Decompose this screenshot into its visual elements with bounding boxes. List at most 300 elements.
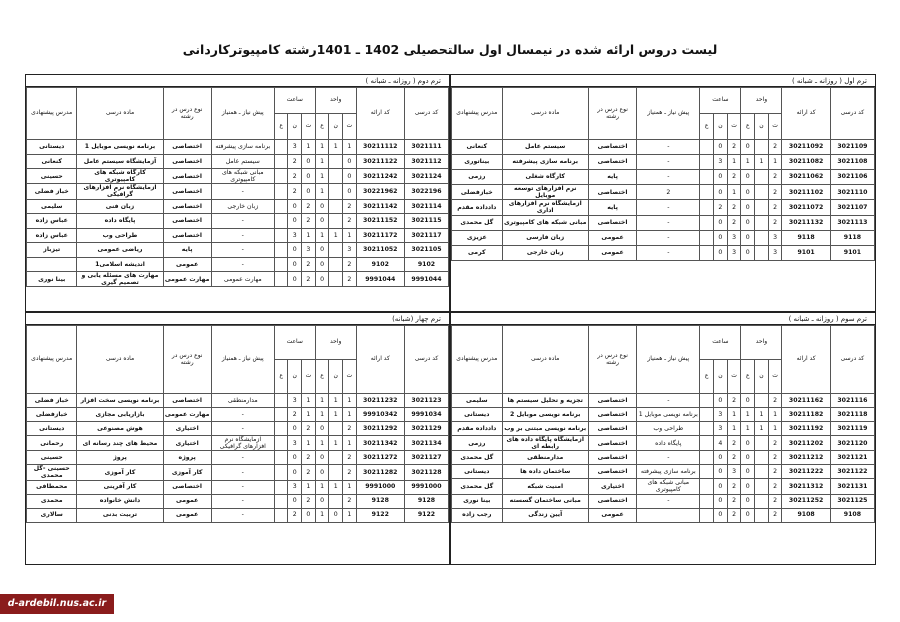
- table-cell: [274, 272, 288, 287]
- table-cell: [755, 494, 769, 508]
- table-cell: بینا نوری: [27, 272, 77, 287]
- table-cell: 3021125: [830, 494, 874, 508]
- table-cell: 1: [315, 480, 329, 494]
- table-cell: 1: [315, 408, 329, 422]
- table-row: [452, 170, 875, 185]
- table-cell: 30211242: [356, 169, 404, 184]
- table-cell: 2: [768, 140, 782, 155]
- table-cell: [274, 436, 288, 451]
- table-cell: 30211142: [356, 199, 404, 214]
- table-cell: 2: [727, 436, 741, 451]
- table-cell: 2: [302, 494, 316, 508]
- table-cell: [700, 185, 714, 200]
- table-cell: [274, 465, 288, 480]
- table-cell: 0: [741, 230, 755, 245]
- table-cell: 0: [741, 245, 755, 260]
- table-cell: 0: [288, 494, 302, 508]
- table-cell: عمومی: [163, 494, 211, 508]
- header-sub: ع: [700, 360, 714, 394]
- table-cell: طراحی وب: [637, 422, 700, 436]
- table-cell: 1: [329, 408, 343, 422]
- table-cell: 0: [714, 215, 728, 230]
- table-cell: -: [211, 214, 274, 229]
- table-cell: [329, 214, 343, 229]
- table-cell: 1: [315, 508, 329, 522]
- header-offer: کد ارائه: [356, 88, 404, 140]
- header-prereq: پیش نیاز ـ همنیاز: [211, 326, 274, 394]
- header-type: نوع درس در رشته: [163, 88, 211, 140]
- table-cell: -: [637, 230, 700, 245]
- table-cell: دادداده مقدم: [452, 200, 503, 215]
- header-course: ماده درسی: [502, 326, 588, 394]
- table-cell: مدارمنطقی: [211, 394, 274, 408]
- table-cell: 0: [329, 508, 343, 522]
- table-cell: 30211202: [782, 436, 830, 451]
- header-prereq: پیش نیاز ـ همنیاز: [637, 326, 700, 394]
- table-cell: 30211162: [782, 394, 830, 408]
- table-cell: [755, 245, 769, 260]
- table-cell: 30211112: [356, 140, 404, 155]
- table-cell: [274, 169, 288, 184]
- table-cell: کار آفرینی: [77, 480, 163, 494]
- header-code: کد درسی: [830, 326, 874, 394]
- table-row: [27, 243, 449, 258]
- table-cell: مهارت های مسئله یابی و تصمیم گیری: [77, 272, 163, 287]
- table-cell: 3: [714, 408, 728, 422]
- table-row: [452, 185, 875, 200]
- table-cell: 3021105: [404, 243, 448, 258]
- table-cell: 9991044: [356, 272, 404, 287]
- table-cell: 2: [302, 272, 316, 287]
- header-offer: کد ارائه: [356, 326, 404, 394]
- table-cell: 1: [315, 154, 329, 169]
- table-cell: دادداده مقدم: [452, 422, 503, 436]
- table-cell: اختصاصی: [588, 451, 636, 465]
- table-cell: 1: [302, 394, 316, 408]
- table-cell: محمطافی: [27, 480, 77, 494]
- table-cell: 2: [288, 508, 302, 522]
- table-cell: 30211282: [356, 465, 404, 480]
- table-row: [452, 465, 875, 479]
- table-cell: 0: [714, 140, 728, 155]
- table-row: [27, 494, 449, 508]
- table-cell: 1: [315, 169, 329, 184]
- table-row: [452, 408, 875, 422]
- header-sub: ع: [315, 114, 329, 140]
- term1-header: ترم اول ( روزانه ـ شبانه ): [451, 75, 875, 87]
- table-cell: -: [211, 465, 274, 480]
- table-cell: 0: [741, 200, 755, 215]
- table-cell: -: [637, 155, 700, 170]
- table-cell: 2: [302, 199, 316, 214]
- table-cell: خبازفضلی: [27, 408, 77, 422]
- table-cell: 3021124: [404, 169, 448, 184]
- table-row: [452, 200, 875, 215]
- header-teacher: مدرس پیشنهادی: [452, 326, 503, 394]
- table-cell: سلیمی: [452, 394, 503, 408]
- table-cell: مهارت عمومی: [211, 272, 274, 287]
- table-cell: گل محمدی: [452, 479, 503, 494]
- table-cell: [274, 154, 288, 169]
- table-row: [27, 465, 449, 480]
- table-cell: [700, 140, 714, 155]
- table-cell: 0: [288, 422, 302, 436]
- table-cell: 0: [302, 154, 316, 169]
- table-cell: 30211182: [782, 408, 830, 422]
- table-cell: [329, 465, 343, 480]
- table-cell: [700, 451, 714, 465]
- table-cell: اختصاصی: [163, 480, 211, 494]
- table-cell: بینا نوری: [452, 494, 503, 508]
- table-cell: [755, 140, 769, 155]
- table-cell: -: [211, 228, 274, 243]
- table-cell: دیستانی: [452, 465, 503, 479]
- header-sub: ع: [741, 114, 755, 140]
- table-cell: [329, 272, 343, 287]
- table-cell: 3021115: [404, 214, 448, 229]
- table-cell: 0: [302, 169, 316, 184]
- header-sub: ع: [315, 360, 329, 394]
- table-cell: برنامه سازی پیشرفته: [502, 155, 588, 170]
- table-cell: 1: [315, 436, 329, 451]
- header-teacher: مدرس پیشنهادی: [27, 326, 77, 394]
- table-cell: 3: [288, 228, 302, 243]
- table-cell: حسینی: [27, 169, 77, 184]
- table-cell: 3: [288, 394, 302, 408]
- table-cell: پایه: [588, 170, 636, 185]
- table-cell: 2: [768, 508, 782, 522]
- table-cell: اختصاصی: [588, 185, 636, 200]
- table-cell: 0: [741, 170, 755, 185]
- table-cell: 3021108: [830, 155, 874, 170]
- table-row: [27, 199, 449, 214]
- table-cell: محیط های چند رسانه ای: [77, 436, 163, 451]
- table-row: [452, 394, 875, 408]
- table-cell: امنیت شبکه: [502, 479, 588, 494]
- table-cell: 3021118: [830, 408, 874, 422]
- table-cell: 9128: [356, 494, 404, 508]
- table-cell: [274, 408, 288, 422]
- table-cell: 3: [727, 465, 741, 479]
- table-cell: کرمی: [452, 245, 503, 260]
- table-cell: [637, 508, 700, 522]
- table-cell: خباز فضلی: [27, 184, 77, 199]
- table-cell: 2: [302, 465, 316, 480]
- header-course: ماده درسی: [77, 326, 163, 394]
- table-cell: 2: [343, 214, 357, 229]
- table-cell: 3021121: [830, 451, 874, 465]
- table-cell: 0: [714, 479, 728, 494]
- table-cell: 0: [315, 422, 329, 436]
- table-cell: 3021110: [830, 185, 874, 200]
- table-cell: کنعانی: [452, 140, 503, 155]
- table-cell: مهارت عمومی: [163, 408, 211, 422]
- table-cell: [274, 394, 288, 408]
- table-row: [452, 140, 875, 155]
- header-sub: ت: [727, 114, 741, 140]
- table-cell: خباز فضلی: [27, 394, 77, 408]
- table-cell: 3: [768, 245, 782, 260]
- table-cell: پایگاه داده: [637, 436, 700, 451]
- header-sub: ن: [288, 360, 302, 394]
- header-prereq: پیش نیاز ـ همنیاز: [637, 88, 700, 140]
- table-cell: 1: [302, 436, 316, 451]
- header-sub: ت: [768, 360, 782, 394]
- header-saat: ساعت: [700, 326, 741, 360]
- table-cell: دیستانی: [452, 408, 503, 422]
- table-cell: اختصاصی: [163, 184, 211, 199]
- table-cell: -: [637, 200, 700, 215]
- table-cell: مهارت عمومی: [163, 272, 211, 287]
- header-sub: ن: [329, 114, 343, 140]
- table-cell: 0: [315, 494, 329, 508]
- table-cell: 2: [768, 436, 782, 451]
- table-row: [452, 451, 875, 465]
- header-code: کد درسی: [404, 326, 448, 394]
- term1-table: [451, 87, 875, 261]
- table-cell: 0: [315, 465, 329, 480]
- table-cell: 2: [302, 257, 316, 272]
- table-cell: آزمایشگاه پایگاه داده های رابطه ای: [502, 436, 588, 451]
- table-cell: 30211342: [356, 436, 404, 451]
- table-cell: 0: [288, 451, 302, 465]
- table-cell: عباس زاده: [27, 228, 77, 243]
- table-cell: [27, 257, 77, 272]
- table-cell: [329, 494, 343, 508]
- table-cell: 0: [714, 170, 728, 185]
- table-cell: اختیاری: [588, 479, 636, 494]
- table-cell: عزیزی: [452, 230, 503, 245]
- header-code: کد درسی: [404, 88, 448, 140]
- table-cell: اختصاصی: [588, 422, 636, 436]
- table-cell: 2: [302, 451, 316, 465]
- table-cell: عمومی: [588, 245, 636, 260]
- header-vahed: واحد: [315, 88, 356, 114]
- table-cell: [755, 230, 769, 245]
- table-cell: 30211102: [782, 185, 830, 200]
- table-cell: 30211292: [356, 422, 404, 436]
- table-cell: 3021106: [830, 170, 874, 185]
- table-cell: سلیمی: [27, 199, 77, 214]
- table-cell: 1: [741, 422, 755, 436]
- table-cell: -: [211, 480, 274, 494]
- table-cell: 0: [343, 169, 357, 184]
- table-cell: 1: [302, 228, 316, 243]
- table-cell: زبان خارجی: [502, 245, 588, 260]
- table-cell: 3: [302, 243, 316, 258]
- table-cell: [700, 436, 714, 451]
- table-cell: [274, 508, 288, 522]
- table-cell: 30211082: [782, 155, 830, 170]
- table-cell: [755, 215, 769, 230]
- table-cell: 0: [288, 243, 302, 258]
- table-cell: [755, 451, 769, 465]
- table-cell: 0: [741, 451, 755, 465]
- table-cell: رزمی: [452, 436, 503, 451]
- term2-table: [26, 87, 449, 287]
- table-cell: [755, 436, 769, 451]
- table-cell: 2: [302, 214, 316, 229]
- table-cell: 2: [727, 494, 741, 508]
- table-cell: دیستانی: [27, 422, 77, 436]
- table-row: [452, 508, 875, 522]
- header-code: کد درسی: [830, 88, 874, 140]
- table-cell: دانش خانواده: [77, 494, 163, 508]
- table-cell: گل محمدی: [452, 451, 503, 465]
- table-cell: 9128: [404, 494, 448, 508]
- table-cell: کار آموزی: [163, 465, 211, 480]
- table-cell: 0: [714, 245, 728, 260]
- table-cell: 1: [329, 394, 343, 408]
- table-cell: [755, 465, 769, 479]
- table-row: [27, 422, 449, 436]
- table-cell: گل محمدی: [452, 215, 503, 230]
- table-cell: 2: [768, 465, 782, 479]
- table-cell: تجزیه و تحلیل سیستم ها: [502, 394, 588, 408]
- table-cell: اختصاصی: [588, 215, 636, 230]
- table-cell: طراحی وب: [77, 228, 163, 243]
- table-row: [27, 214, 449, 229]
- table-cell: 3021134: [404, 436, 448, 451]
- table-cell: -: [211, 422, 274, 436]
- header-sub: ت: [343, 114, 357, 140]
- table-cell: -: [211, 243, 274, 258]
- table-cell: مبانی شبکه های کامپیوتری: [637, 479, 700, 494]
- table-cell: 0: [741, 494, 755, 508]
- table-cell: 0: [315, 243, 329, 258]
- header-sub: ن: [714, 360, 728, 394]
- table-cell: 9102: [404, 257, 448, 272]
- table-cell: 3021107: [830, 200, 874, 215]
- table-cell: [329, 184, 343, 199]
- table-cell: اختصاصی: [588, 436, 636, 451]
- table-cell: [274, 199, 288, 214]
- table-cell: پایه: [163, 243, 211, 258]
- table-cell: زبان فنی: [77, 199, 163, 214]
- table-cell: 3: [343, 243, 357, 258]
- table-cell: 0: [714, 508, 728, 522]
- table-cell: سالاری: [27, 508, 77, 522]
- table-cell: اختصاصی: [588, 465, 636, 479]
- table-cell: [700, 479, 714, 494]
- header-saat: ساعت: [700, 88, 741, 114]
- header-teacher: مدرس پیشنهادی: [27, 88, 77, 140]
- table-cell: 3021109: [830, 140, 874, 155]
- table-row: [27, 154, 449, 169]
- table-cell: [274, 228, 288, 243]
- table-cell: 3021131: [830, 479, 874, 494]
- table-row: [452, 436, 875, 451]
- table-cell: 2: [768, 170, 782, 185]
- table-cell: 3021112: [404, 154, 448, 169]
- table-row: [452, 215, 875, 230]
- table-cell: 4: [714, 436, 728, 451]
- table-cell: اختصاصی: [163, 228, 211, 243]
- table-row: [27, 257, 449, 272]
- table-cell: [329, 422, 343, 436]
- table-cell: برنامه نویسی مبتنی بر وب: [502, 422, 588, 436]
- header-vahed: واحد: [315, 326, 356, 360]
- table-cell: 30221962: [356, 184, 404, 199]
- table-cell: 1: [343, 508, 357, 522]
- table-cell: اختیاری: [163, 436, 211, 451]
- table-cell: 1: [315, 184, 329, 199]
- table-cell: عمومی: [163, 257, 211, 272]
- table-cell: 1: [343, 480, 357, 494]
- table-cell: [700, 494, 714, 508]
- table-cell: 0: [714, 230, 728, 245]
- table-cell: 0: [714, 394, 728, 408]
- table-cell: 2: [288, 169, 302, 184]
- header-teacher: مدرس پیشنهادی: [452, 88, 503, 140]
- table-cell: 9101: [782, 245, 830, 260]
- table-cell: اندیشه اسلامی1: [77, 257, 163, 272]
- table-cell: 0: [741, 465, 755, 479]
- table-cell: 30211222: [782, 465, 830, 479]
- table-cell: 1: [755, 155, 769, 170]
- table-cell: 3021114: [404, 199, 448, 214]
- table-cell: 2: [727, 170, 741, 185]
- table-cell: 1: [302, 140, 316, 155]
- header-type: نوع درس در رشته: [588, 326, 636, 394]
- table-cell: تیزباز: [27, 243, 77, 258]
- table-cell: 3021111: [404, 140, 448, 155]
- table-cell: 2: [343, 422, 357, 436]
- table-cell: 1: [768, 422, 782, 436]
- table-cell: [329, 169, 343, 184]
- table-cell: 2: [768, 185, 782, 200]
- table-cell: 3021119: [830, 422, 874, 436]
- table-cell: [700, 394, 714, 408]
- table-cell: 1: [727, 155, 741, 170]
- table-cell: [329, 154, 343, 169]
- table-cell: 3022196: [404, 184, 448, 199]
- table-cell: 1: [329, 480, 343, 494]
- table-cell: 0: [288, 214, 302, 229]
- table-cell: 30211312: [782, 479, 830, 494]
- table-cell: آزمایشگاه نرم افزارهای گرافیکی: [77, 184, 163, 199]
- site-logo[interactable]: d-ardebil.nus.ac.ir: [0, 594, 114, 614]
- table-cell: مبانی شبکه های کامپیوتری: [211, 169, 274, 184]
- table-cell: -: [211, 508, 274, 522]
- table-cell: اختصاصی: [588, 408, 636, 422]
- table-cell: 0: [288, 257, 302, 272]
- table-cell: 1: [343, 408, 357, 422]
- table-cell: 9991044: [404, 272, 448, 287]
- table-cell: اختصاصی: [163, 169, 211, 184]
- table-cell: 30211092: [782, 140, 830, 155]
- table-cell: 1: [329, 436, 343, 451]
- table-cell: 2: [637, 185, 700, 200]
- table-cell: 0: [288, 465, 302, 480]
- table-cell: 30211212: [782, 451, 830, 465]
- table-cell: مدارمنطقی: [502, 451, 588, 465]
- table-cell: 1: [329, 140, 343, 155]
- header-sub: ت: [727, 360, 741, 394]
- page-title: لیست دروس ارائه شده در نیمسال اول سالتحصیلی 1402 ـ 1401رشته کامپیوترکاردانی: [182, 42, 718, 57]
- table-cell: [274, 494, 288, 508]
- table-row: [452, 245, 875, 260]
- table-cell: اختصاصی: [163, 199, 211, 214]
- table-cell: 2: [288, 154, 302, 169]
- table-cell: 2: [727, 140, 741, 155]
- table-cell: اختصاصی: [163, 394, 211, 408]
- term4-table: [26, 325, 449, 523]
- table-cell: 0: [302, 508, 316, 522]
- table-cell: 9101: [830, 245, 874, 260]
- table-cell: 9991034: [404, 408, 448, 422]
- header-course: ماده درسی: [77, 88, 163, 140]
